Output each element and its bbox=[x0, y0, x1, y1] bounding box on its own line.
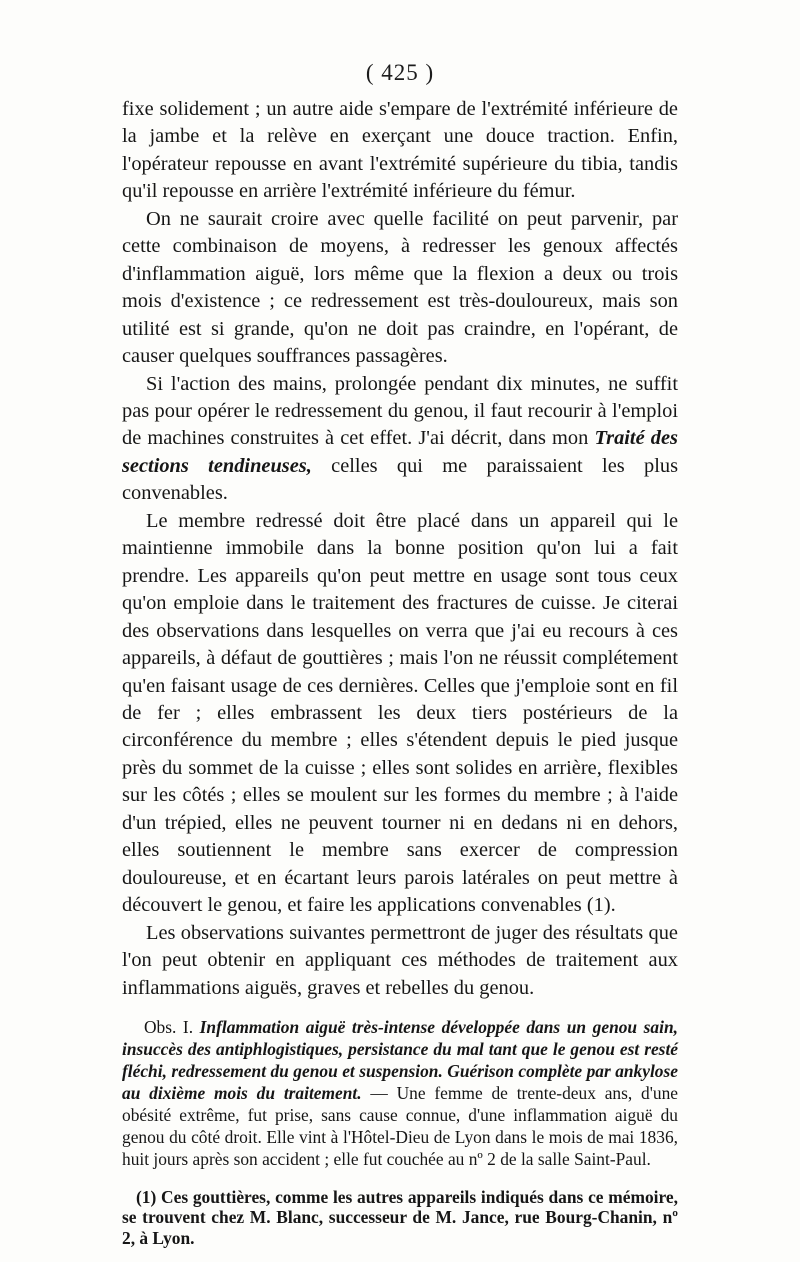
page-number: ( 425 ) bbox=[365, 60, 435, 85]
book-title-reference: Traité des sections tendineuses, bbox=[122, 427, 678, 477]
observation-text: — Une femme de trente-deux ans, d'une obésité extrême, fut prise, sans cause connue, d'une inflammation aiguë du genou du côté droit. Elle vint à l'Hôtel-Dieu de Lyon dans le mois de mai 1836, huit jours après son accident ; elle fut couchée au nº 2 de la salle Saint-Paul. bbox=[122, 1082, 678, 1169]
paragraph-3-end: celles qui me paraissaient les plus convenables. bbox=[122, 454, 678, 505]
paragraph-5: Les observations suivantes permettront de juger des résultats que l'on peut obtenir en appliquant ces méthodes de traitement aux inflammations aiguës, graves et rebelles du genou. bbox=[122, 921, 678, 999]
paragraph-3 bbox=[122, 371, 678, 508]
observation-label: Obs. I. bbox=[144, 1016, 200, 1037]
observation-title: Inflammation aiguë très-intense développée dans un genou sain, insuccès des antiphlogistiques, persistance du mal tant que le genou est resté fléchi, redressement du genou et suspension. Guérison complète par ankylose au dixième mois du traitement. bbox=[122, 1016, 678, 1103]
observation-1 bbox=[122, 1016, 678, 1170]
text-block bbox=[122, 96, 678, 1248]
paragraph-1: fixe solidement ; un autre aide s'empare de l'extrémité inférieure de la jambe et la relève en exerçant une douce traction. Enfin, l'opérateur repousse en avant l'extrémité supérieure du tibia, tandis qu'il repousse en arrière l'extrémité inférieure du fémur. bbox=[122, 98, 678, 203]
paragraph-4: Le membre redressé doit être placé dans un appareil qui le maintienne immobile dans la bonne position qu'on lui a fait prendre. Les appareils qu'on peut mettre en usage sont tous ceux qu'on emploie dans le traitement des fractures de cuisse. Je citerai des observations dans lesquelles on verra que j'ai eu recours à ces appareils, à défaut de gouttières ; mais l'on ne réussit complétement qu'en faisant usage de ces dernières. Celles que j'emploie sont en fil de fer ; elles embrassent les deux tiers postérieurs de la circonférence du membre ; elles s'étendent depuis le pied jusque près du sommet de la cuisse ; elles sont solides en arrière, flexibles sur les côtés ; elles se moulent sur les formes du membre ; à l'aide d'un trépied, elles ne peuvent tourner ni en dedans ni en dehors, elles soutiennent le membre sans exercer de compression douloureuse, et en écartant leurs parois latérales on peut mettre à découvert le genou, et faire les applications convenables (1). bbox=[122, 509, 678, 917]
body-text bbox=[122, 96, 678, 1002]
paragraph-3-start: Si l'action des mains, prolongée pendant dix minutes, ne suffit pas pour opérer le redressement du genou, il faut recourir à l'emploi de machines construites à cet effet. J'ai décrit, dans mon bbox=[122, 372, 678, 450]
paragraph-2: On ne saurait croire avec quelle facilité on peut parvenir, par cette combinaison de moyens, à redresser les genoux affectés d'inflammation aiguë, lors même que la flexion a deux ou trois mois d'existence ; ce redressement est très-douloureux, mais son utilité est si grande, qu'on ne doit pas craindre, en l'opérant, de causer quelques souffrances passagères. bbox=[122, 207, 678, 368]
footnote-1: (1) Ces gouttières, comme les autres appareils indiqués dans ce mémoire, se trouvent chez M. Blanc, successeur de M. Jance, rue Bourg-Chanin, nº 2, à Lyon. bbox=[122, 1186, 678, 1248]
